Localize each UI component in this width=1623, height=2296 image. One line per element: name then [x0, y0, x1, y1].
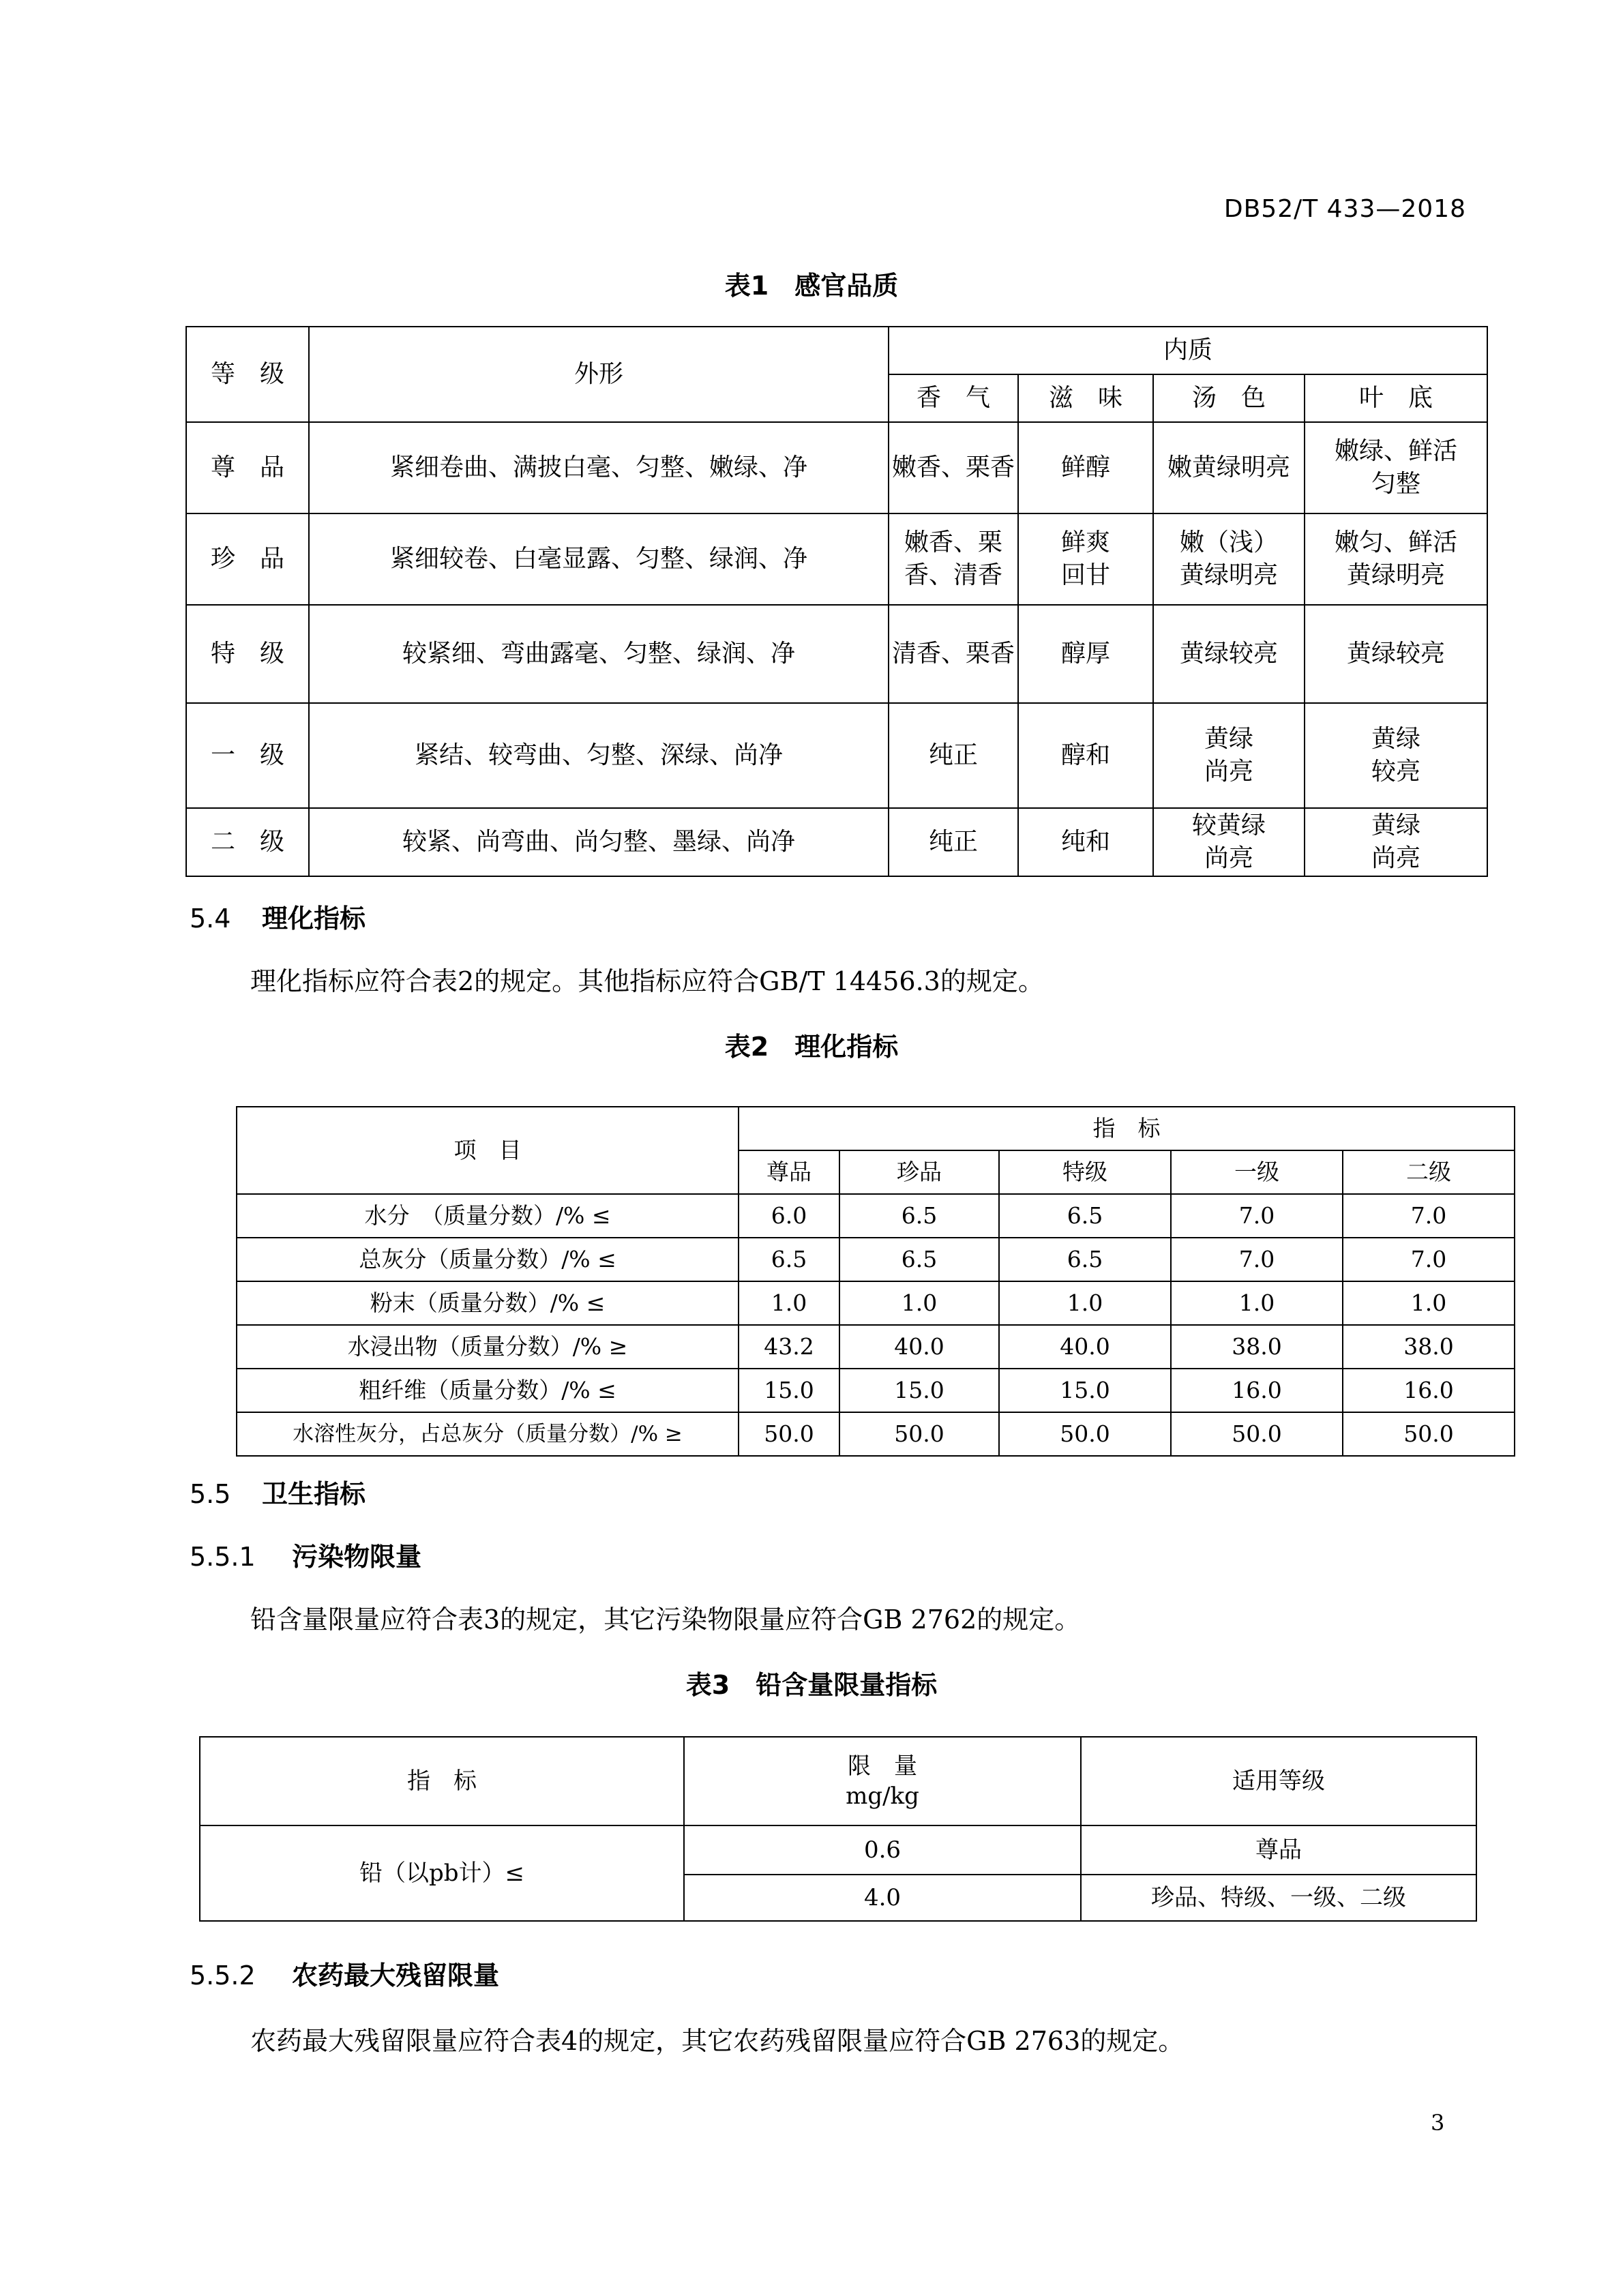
aroma-cell: 嫩香、栗香、清香: [889, 513, 1018, 605]
grade-cell: 特 级: [186, 605, 309, 703]
table-row: [237, 1369, 1515, 1412]
liquor-cell: 嫩（浅）黄绿明亮: [1153, 513, 1305, 605]
liquor-cell: 嫩黄绿明亮: [1153, 422, 1305, 513]
document-number: DB52/T 433—2018: [1223, 195, 1466, 223]
table-row: [186, 422, 1487, 513]
item-cell: 铅（以pb计）≤: [200, 1825, 684, 1921]
header-grade: 等 级: [186, 327, 309, 422]
table-row: [186, 703, 1487, 808]
header-appearance: 外形: [309, 327, 889, 422]
value-cell: 6.5: [999, 1194, 1171, 1238]
taste-cell: 鲜爽回甘: [1018, 513, 1153, 605]
value-cell: 6.0: [739, 1194, 839, 1238]
value-cell: 1.0: [839, 1281, 999, 1325]
item-cell: 总灰分（质量分数）/% ≤: [237, 1238, 739, 1281]
aroma-cell: 嫩香、栗香: [889, 422, 1018, 513]
section-number: 5.5: [190, 1479, 231, 1509]
aroma-cell: 纯正: [889, 703, 1018, 808]
appearance-cell: 紧细卷曲、满披白毫、匀整、嫩绿、净: [309, 422, 889, 513]
appearance-cell: 紧结、较弯曲、匀整、深绿、尚净: [309, 703, 889, 808]
section-5-4-heading: [190, 897, 366, 935]
value-cell: 15.0: [839, 1369, 999, 1412]
value-cell: 6.5: [839, 1238, 999, 1281]
value-cell: 6.5: [839, 1194, 999, 1238]
taste-cell: 纯和: [1018, 808, 1153, 876]
header-grade: 特级: [999, 1150, 1171, 1194]
leaf-cell: 黄绿较亮: [1305, 703, 1487, 808]
table-row: [237, 1194, 1515, 1238]
table-row: [237, 1412, 1515, 1456]
item-cell: 粉末（质量分数）/% ≤: [237, 1281, 739, 1325]
table-row: [237, 1281, 1515, 1325]
item-cell: 水溶性灰分，占总灰分（质量分数）/% ≥: [237, 1412, 739, 1456]
header-liquor-color: 汤 色: [1153, 374, 1305, 422]
header-aroma: 香 气: [889, 374, 1018, 422]
table1-caption: 表1 感官品质: [724, 271, 899, 301]
table-row: [200, 1825, 1476, 1875]
value-cell: 6.5: [999, 1238, 1171, 1281]
value-cell: 7.0: [1343, 1194, 1515, 1238]
value-cell: 50.0: [739, 1412, 839, 1456]
grade-cell: 一 级: [186, 703, 309, 808]
header-grade: 二级: [1343, 1150, 1515, 1194]
header-internal-quality: 内质: [889, 327, 1487, 374]
leaf-cell: 嫩匀、鲜活黄绿明亮: [1305, 513, 1487, 605]
header-limit: [684, 1737, 1081, 1825]
section-title: 理化指标: [262, 904, 366, 934]
value-cell: 1.0: [739, 1281, 839, 1325]
item-cell: 水分 （质量分数）/% ≤: [237, 1194, 739, 1238]
table3-caption: 表3 铅含量限量指标: [685, 1670, 938, 1700]
grade-cell: 尊品: [1081, 1825, 1476, 1875]
header-taste: 滋 味: [1018, 374, 1153, 422]
section-number: 5.5.1: [190, 1542, 256, 1572]
page-number: 3: [1431, 2110, 1445, 2136]
table2-caption: 表2 理化指标: [724, 1032, 899, 1062]
table-row: [186, 605, 1487, 703]
section-5-5-heading: [190, 1473, 366, 1510]
leaf-cell: 黄绿尚亮: [1305, 808, 1487, 876]
appearance-cell: 较紧细、弯曲露毫、匀整、绿润、净: [309, 605, 889, 703]
value-cell: 40.0: [999, 1325, 1171, 1369]
section-title: 农药最大残留限量: [292, 1960, 500, 1991]
header-grade: 尊品: [739, 1150, 839, 1194]
limit-cell: 4.0: [684, 1875, 1081, 1921]
aroma-cell: 纯正: [889, 808, 1018, 876]
value-cell: 1.0: [999, 1281, 1171, 1325]
value-cell: 43.2: [739, 1325, 839, 1369]
section-title: 污染物限量: [292, 1542, 422, 1572]
aroma-cell: 清香、栗香: [889, 605, 1018, 703]
taste-cell: 醇和: [1018, 703, 1153, 808]
header-item: 项 目: [237, 1107, 739, 1194]
value-cell: 50.0: [1343, 1412, 1515, 1456]
table1-sensory-quality: [185, 326, 1488, 877]
grade-cell: 珍 品: [186, 513, 309, 605]
header-grade: 一级: [1171, 1150, 1343, 1194]
value-cell: 50.0: [1171, 1412, 1343, 1456]
section-number: 5.5.2: [190, 1960, 256, 1991]
table-row: [186, 808, 1487, 876]
limit-unit: mg/kg: [846, 1783, 919, 1810]
section-5-5-1-text: 铅含量限量应符合表3的规定，其它污染物限量应符合GB 2762的规定。: [250, 1605, 1081, 1635]
item-cell: 水浸出物（质量分数）/% ≥: [237, 1325, 739, 1369]
taste-cell: 鲜醇: [1018, 422, 1153, 513]
value-cell: 7.0: [1171, 1194, 1343, 1238]
liquor-cell: 黄绿较亮: [1153, 605, 1305, 703]
leaf-cell: 黄绿较亮: [1305, 605, 1487, 703]
taste-cell: 醇厚: [1018, 605, 1153, 703]
value-cell: 50.0: [999, 1412, 1171, 1456]
section-5-5-2-heading: [190, 1954, 499, 1992]
value-cell: 38.0: [1343, 1325, 1515, 1369]
table-row: [186, 513, 1487, 605]
limit-cell: 0.6: [684, 1825, 1081, 1875]
section-5-5-1-heading: [190, 1536, 421, 1573]
value-cell: 40.0: [839, 1325, 999, 1369]
value-cell: 7.0: [1343, 1238, 1515, 1281]
leaf-cell: 嫩绿、鲜活匀整: [1305, 422, 1487, 513]
limit-label: 限 量: [848, 1753, 917, 1780]
value-cell: 16.0: [1343, 1369, 1515, 1412]
grade-cell: 二 级: [186, 808, 309, 876]
section-5-5-2-text: 农药最大残留限量应符合表4的规定，其它农药残留限量应符合GB 2763的规定。: [250, 2026, 1185, 2056]
value-cell: 1.0: [1343, 1281, 1515, 1325]
grade-cell: 尊 品: [186, 422, 309, 513]
value-cell: 15.0: [999, 1369, 1171, 1412]
liquor-cell: 黄绿尚亮: [1153, 703, 1305, 808]
header-grade: 珍品: [839, 1150, 999, 1194]
liquor-cell: 较黄绿尚亮: [1153, 808, 1305, 876]
header-index: 指 标: [200, 1737, 684, 1825]
value-cell: 16.0: [1171, 1369, 1343, 1412]
table3-lead-limit: [199, 1736, 1477, 1922]
item-cell: 粗纤维（质量分数）/% ≤: [237, 1369, 739, 1412]
table2-physicochemical: [236, 1106, 1515, 1457]
value-cell: 15.0: [739, 1369, 839, 1412]
section-number: 5.4: [190, 904, 231, 934]
value-cell: 38.0: [1171, 1325, 1343, 1369]
value-cell: 7.0: [1171, 1238, 1343, 1281]
appearance-cell: 紧细较卷、白毫显露、匀整、绿润、净: [309, 513, 889, 605]
table-row: [237, 1238, 1515, 1281]
value-cell: 50.0: [839, 1412, 999, 1456]
section-title: 卫生指标: [262, 1479, 366, 1509]
value-cell: 6.5: [739, 1238, 839, 1281]
table-row: [237, 1325, 1515, 1369]
appearance-cell: 较紧、尚弯曲、尚匀整、墨绿、尚净: [309, 808, 889, 876]
header-applicable-grade: 适用等级: [1081, 1737, 1476, 1825]
header-index: 指 标: [739, 1107, 1515, 1150]
header-infused-leaf: 叶 底: [1305, 374, 1487, 422]
value-cell: 1.0: [1171, 1281, 1343, 1325]
grade-cell: 珍品、特级、一级、二级: [1081, 1875, 1476, 1921]
section-5-4-text: 理化指标应符合表2的规定。其他指标应符合GB/T 14456.3的规定。: [250, 966, 1044, 996]
